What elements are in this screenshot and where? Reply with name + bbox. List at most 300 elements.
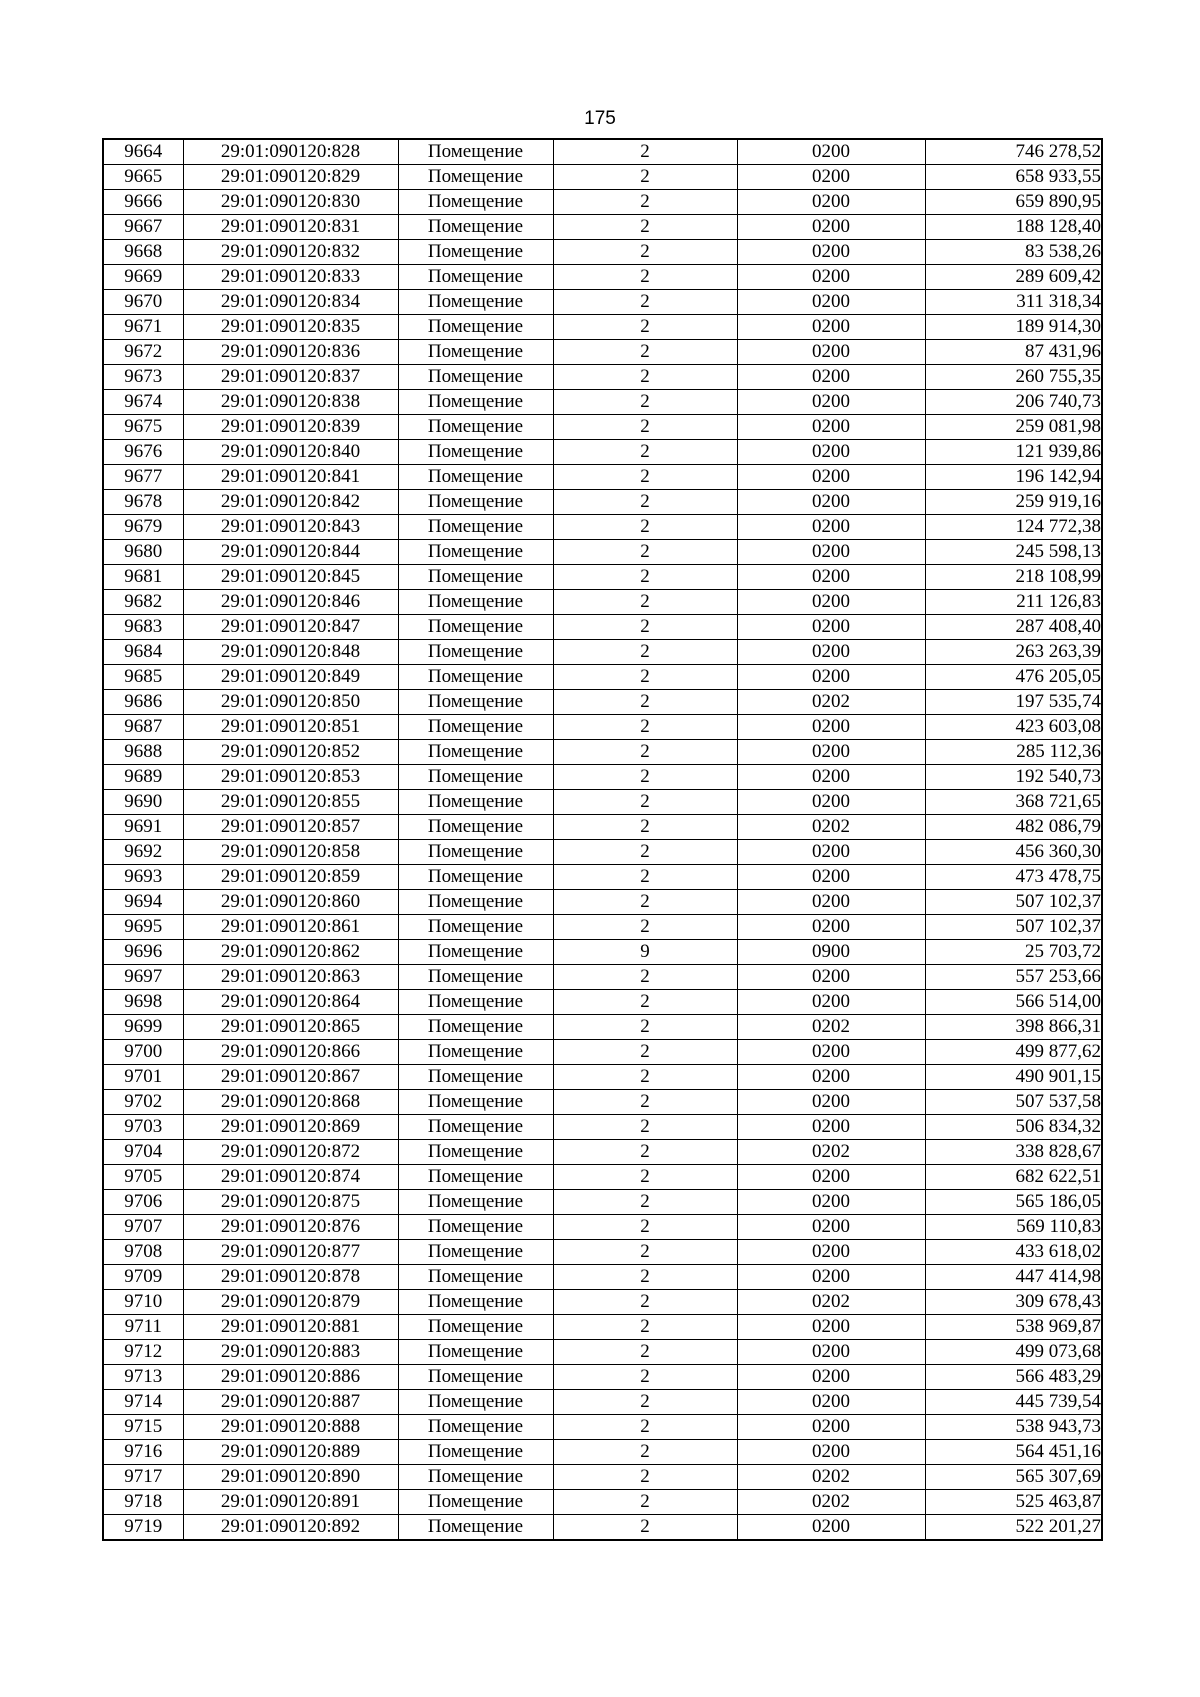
code-cell: 0200 xyxy=(737,1265,925,1290)
group-cell: 2 xyxy=(553,490,737,515)
cadastral-value-cell: 368 721,65 xyxy=(925,790,1102,815)
object-type-cell: Помещение xyxy=(398,615,553,640)
group-cell: 2 xyxy=(553,840,737,865)
cadastral-number-cell: 29:01:090120:844 xyxy=(183,540,398,565)
table-row xyxy=(103,1315,1102,1340)
object-type-cell: Помещение xyxy=(398,1490,553,1515)
code-cell: 0202 xyxy=(737,815,925,840)
cadastral-number-cell: 29:01:090120:869 xyxy=(183,1115,398,1140)
table-row xyxy=(103,1140,1102,1165)
group-cell: 2 xyxy=(553,1365,737,1390)
cadastral-value-cell: 218 108,99 xyxy=(925,565,1102,590)
group-cell: 2 xyxy=(553,815,737,840)
object-type-cell: Помещение xyxy=(398,1415,553,1440)
code-cell: 0202 xyxy=(737,1465,925,1490)
cadastral-number-cell: 29:01:090120:831 xyxy=(183,215,398,240)
row-number-cell: 9687 xyxy=(103,715,183,740)
code-cell: 0200 xyxy=(737,365,925,390)
cadastral-value-cell: 476 205,05 xyxy=(925,665,1102,690)
group-cell: 2 xyxy=(553,1015,737,1040)
group-cell: 2 xyxy=(553,1240,737,1265)
cadastral-value-cell: 338 828,67 xyxy=(925,1140,1102,1165)
cadastral-value-cell: 121 939,86 xyxy=(925,440,1102,465)
table-row xyxy=(103,715,1102,740)
table-row xyxy=(103,990,1102,1015)
code-cell: 0200 xyxy=(737,715,925,740)
group-cell: 2 xyxy=(553,440,737,465)
object-type-cell: Помещение xyxy=(398,515,553,540)
code-cell: 0200 xyxy=(737,1340,925,1365)
cadastral-value-cell: 398 866,31 xyxy=(925,1015,1102,1040)
cadastral-number-cell: 29:01:090120:835 xyxy=(183,315,398,340)
table-row xyxy=(103,290,1102,315)
code-cell: 0200 xyxy=(737,1215,925,1240)
code-cell: 0200 xyxy=(737,340,925,365)
code-cell: 0200 xyxy=(737,590,925,615)
code-cell: 0200 xyxy=(737,240,925,265)
object-type-cell: Помещение xyxy=(398,290,553,315)
cadastral-number-cell: 29:01:090120:892 xyxy=(183,1515,398,1541)
group-cell: 2 xyxy=(553,1340,737,1365)
cadastral-number-cell: 29:01:090120:850 xyxy=(183,690,398,715)
cadastral-value-cell: 423 603,08 xyxy=(925,715,1102,740)
cadastral-number-cell: 29:01:090120:865 xyxy=(183,1015,398,1040)
table-row xyxy=(103,165,1102,190)
cadastral-number-cell: 29:01:090120:853 xyxy=(183,765,398,790)
cadastral-number-cell: 29:01:090120:860 xyxy=(183,890,398,915)
code-cell: 0200 xyxy=(737,465,925,490)
object-type-cell: Помещение xyxy=(398,1015,553,1040)
cadastral-value-cell: 196 142,94 xyxy=(925,465,1102,490)
row-number-cell: 9700 xyxy=(103,1040,183,1065)
object-type-cell: Помещение xyxy=(398,265,553,290)
code-cell: 0200 xyxy=(737,165,925,190)
cadastral-number-cell: 29:01:090120:832 xyxy=(183,240,398,265)
cadastral-value-cell: 565 186,05 xyxy=(925,1190,1102,1215)
table-row xyxy=(103,965,1102,990)
row-number-cell: 9715 xyxy=(103,1415,183,1440)
table-row xyxy=(103,415,1102,440)
code-cell: 0200 xyxy=(737,515,925,540)
cadastral-number-cell: 29:01:090120:828 xyxy=(183,139,398,165)
row-number-cell: 9666 xyxy=(103,190,183,215)
object-type-cell: Помещение xyxy=(398,590,553,615)
group-cell: 2 xyxy=(553,340,737,365)
cadastral-number-cell: 29:01:090120:846 xyxy=(183,590,398,615)
object-type-cell: Помещение xyxy=(398,315,553,340)
cadastral-value-cell: 746 278,52 xyxy=(925,139,1102,165)
group-cell: 2 xyxy=(553,1440,737,1465)
group-cell: 2 xyxy=(553,790,737,815)
table-row xyxy=(103,815,1102,840)
code-cell: 0200 xyxy=(737,565,925,590)
table-row xyxy=(103,590,1102,615)
row-number-cell: 9671 xyxy=(103,315,183,340)
code-cell: 0200 xyxy=(737,615,925,640)
row-number-cell: 9703 xyxy=(103,1115,183,1140)
cadastral-number-cell: 29:01:090120:847 xyxy=(183,615,398,640)
cadastral-number-cell: 29:01:090120:875 xyxy=(183,1190,398,1215)
cadastral-value-cell: 499 073,68 xyxy=(925,1340,1102,1365)
row-number-cell: 9664 xyxy=(103,139,183,165)
row-number-cell: 9670 xyxy=(103,290,183,315)
group-cell: 2 xyxy=(553,1190,737,1215)
code-cell: 0200 xyxy=(737,965,925,990)
code-cell: 0202 xyxy=(737,690,925,715)
code-cell: 0200 xyxy=(737,315,925,340)
row-number-cell: 9713 xyxy=(103,1365,183,1390)
group-cell: 2 xyxy=(553,1040,737,1065)
row-number-cell: 9685 xyxy=(103,665,183,690)
cadastral-value-cell: 259 919,16 xyxy=(925,490,1102,515)
group-cell: 2 xyxy=(553,1465,737,1490)
group-cell: 2 xyxy=(553,1490,737,1515)
table-row xyxy=(103,1490,1102,1515)
table-row xyxy=(103,1115,1102,1140)
cadastral-value-cell: 506 834,32 xyxy=(925,1115,1102,1140)
table-row xyxy=(103,640,1102,665)
code-cell: 0200 xyxy=(737,740,925,765)
table-row xyxy=(103,390,1102,415)
table-row xyxy=(103,340,1102,365)
group-cell: 2 xyxy=(553,1290,737,1315)
cadastral-value-cell: 566 483,29 xyxy=(925,1365,1102,1390)
cadastral-number-cell: 29:01:090120:890 xyxy=(183,1465,398,1490)
table-row xyxy=(103,315,1102,340)
object-type-cell: Помещение xyxy=(398,690,553,715)
row-number-cell: 9716 xyxy=(103,1440,183,1465)
cadastral-number-cell: 29:01:090120:836 xyxy=(183,340,398,365)
group-cell: 2 xyxy=(553,565,737,590)
object-type-cell: Помещение xyxy=(398,1065,553,1090)
cadastral-value-cell: 456 360,30 xyxy=(925,840,1102,865)
cadastral-value-cell: 522 201,27 xyxy=(925,1515,1102,1541)
object-type-cell: Помещение xyxy=(398,190,553,215)
object-type-cell: Помещение xyxy=(398,1515,553,1541)
group-cell: 2 xyxy=(553,1140,737,1165)
code-cell: 0200 xyxy=(737,290,925,315)
table-row xyxy=(103,365,1102,390)
registry-table-body xyxy=(103,139,1102,1540)
cadastral-number-cell: 29:01:090120:841 xyxy=(183,465,398,490)
cadastral-number-cell: 29:01:090120:845 xyxy=(183,565,398,590)
row-number-cell: 9673 xyxy=(103,365,183,390)
table-row xyxy=(103,440,1102,465)
cadastral-value-cell: 263 263,39 xyxy=(925,640,1102,665)
code-cell: 0900 xyxy=(737,940,925,965)
cadastral-number-cell: 29:01:090120:872 xyxy=(183,1140,398,1165)
object-type-cell: Помещение xyxy=(398,965,553,990)
group-cell: 2 xyxy=(553,890,737,915)
table-row xyxy=(103,690,1102,715)
cadastral-value-cell: 433 618,02 xyxy=(925,1240,1102,1265)
row-number-cell: 9688 xyxy=(103,740,183,765)
object-type-cell: Помещение xyxy=(398,765,553,790)
group-cell: 2 xyxy=(553,1265,737,1290)
table-row xyxy=(103,1190,1102,1215)
table-row xyxy=(103,940,1102,965)
table-row xyxy=(103,1515,1102,1541)
row-number-cell: 9681 xyxy=(103,565,183,590)
cadastral-number-cell: 29:01:090120:881 xyxy=(183,1315,398,1340)
row-number-cell: 9686 xyxy=(103,690,183,715)
cadastral-number-cell: 29:01:090120:888 xyxy=(183,1415,398,1440)
table-row xyxy=(103,615,1102,640)
cadastral-value-cell: 659 890,95 xyxy=(925,190,1102,215)
group-cell: 2 xyxy=(553,740,737,765)
cadastral-number-cell: 29:01:090120:852 xyxy=(183,740,398,765)
object-type-cell: Помещение xyxy=(398,1090,553,1115)
object-type-cell: Помещение xyxy=(398,340,553,365)
object-type-cell: Помещение xyxy=(398,540,553,565)
table-row xyxy=(103,1265,1102,1290)
code-cell: 0202 xyxy=(737,1490,925,1515)
cadastral-number-cell: 29:01:090120:866 xyxy=(183,1040,398,1065)
group-cell: 2 xyxy=(553,1090,737,1115)
group-cell: 2 xyxy=(553,465,737,490)
cadastral-number-cell: 29:01:090120:857 xyxy=(183,815,398,840)
code-cell: 0202 xyxy=(737,1015,925,1040)
row-number-cell: 9714 xyxy=(103,1390,183,1415)
group-cell: 2 xyxy=(553,315,737,340)
group-cell: 2 xyxy=(553,865,737,890)
group-cell: 2 xyxy=(553,915,737,940)
group-cell: 2 xyxy=(553,1115,737,1140)
row-number-cell: 9676 xyxy=(103,440,183,465)
table-row xyxy=(103,890,1102,915)
cadastral-number-cell: 29:01:090120:862 xyxy=(183,940,398,965)
cadastral-value-cell: 285 112,36 xyxy=(925,740,1102,765)
cadastral-number-cell: 29:01:090120:829 xyxy=(183,165,398,190)
cadastral-value-cell: 507 102,37 xyxy=(925,915,1102,940)
code-cell: 0200 xyxy=(737,1115,925,1140)
object-type-cell: Помещение xyxy=(398,890,553,915)
row-number-cell: 9668 xyxy=(103,240,183,265)
cadastral-value-cell: 565 307,69 xyxy=(925,1465,1102,1490)
row-number-cell: 9712 xyxy=(103,1340,183,1365)
row-number-cell: 9691 xyxy=(103,815,183,840)
cadastral-number-cell: 29:01:090120:887 xyxy=(183,1390,398,1415)
cadastral-value-cell: 538 943,73 xyxy=(925,1415,1102,1440)
cadastral-number-cell: 29:01:090120:861 xyxy=(183,915,398,940)
object-type-cell: Помещение xyxy=(398,865,553,890)
row-number-cell: 9677 xyxy=(103,465,183,490)
cadastral-number-cell: 29:01:090120:891 xyxy=(183,1490,398,1515)
table-row xyxy=(103,1240,1102,1265)
cadastral-value-cell: 569 110,83 xyxy=(925,1215,1102,1240)
cadastral-value-cell: 211 126,83 xyxy=(925,590,1102,615)
group-cell: 2 xyxy=(553,290,737,315)
object-type-cell: Помещение xyxy=(398,240,553,265)
object-type-cell: Помещение xyxy=(398,465,553,490)
table-row xyxy=(103,139,1102,165)
group-cell: 2 xyxy=(553,1390,737,1415)
row-number-cell: 9682 xyxy=(103,590,183,615)
code-cell: 0200 xyxy=(737,1240,925,1265)
group-cell: 2 xyxy=(553,515,737,540)
cadastral-value-cell: 447 414,98 xyxy=(925,1265,1102,1290)
cadastral-value-cell: 507 537,58 xyxy=(925,1090,1102,1115)
code-cell: 0202 xyxy=(737,1290,925,1315)
object-type-cell: Помещение xyxy=(398,215,553,240)
code-cell: 0200 xyxy=(737,1090,925,1115)
cadastral-value-cell: 189 914,30 xyxy=(925,315,1102,340)
cadastral-registry-table xyxy=(102,138,1103,1541)
object-type-cell: Помещение xyxy=(398,1040,553,1065)
row-number-cell: 9669 xyxy=(103,265,183,290)
cadastral-value-cell: 538 969,87 xyxy=(925,1315,1102,1340)
table-row xyxy=(103,915,1102,940)
object-type-cell: Помещение xyxy=(398,1115,553,1140)
cadastral-value-cell: 499 877,62 xyxy=(925,1040,1102,1065)
cadastral-value-cell: 482 086,79 xyxy=(925,815,1102,840)
cadastral-number-cell: 29:01:090120:868 xyxy=(183,1090,398,1115)
group-cell: 2 xyxy=(553,615,737,640)
cadastral-number-cell: 29:01:090120:848 xyxy=(183,640,398,665)
group-cell: 2 xyxy=(553,540,737,565)
row-number-cell: 9693 xyxy=(103,865,183,890)
table-row xyxy=(103,1290,1102,1315)
table-row xyxy=(103,1465,1102,1490)
table-row xyxy=(103,215,1102,240)
row-number-cell: 9692 xyxy=(103,840,183,865)
code-cell: 0200 xyxy=(737,190,925,215)
code-cell: 0200 xyxy=(737,415,925,440)
table-row xyxy=(103,565,1102,590)
group-cell: 2 xyxy=(553,1515,737,1541)
row-number-cell: 9719 xyxy=(103,1515,183,1541)
group-cell: 2 xyxy=(553,265,737,290)
code-cell: 0200 xyxy=(737,440,925,465)
row-number-cell: 9717 xyxy=(103,1465,183,1490)
group-cell: 2 xyxy=(553,590,737,615)
code-cell: 0200 xyxy=(737,1065,925,1090)
cadastral-number-cell: 29:01:090120:876 xyxy=(183,1215,398,1240)
object-type-cell: Помещение xyxy=(398,990,553,1015)
code-cell: 0200 xyxy=(737,1165,925,1190)
object-type-cell: Помещение xyxy=(398,1140,553,1165)
code-cell: 0200 xyxy=(737,265,925,290)
object-type-cell: Помещение xyxy=(398,1315,553,1340)
cadastral-value-cell: 658 933,55 xyxy=(925,165,1102,190)
row-number-cell: 9665 xyxy=(103,165,183,190)
row-number-cell: 9679 xyxy=(103,515,183,540)
group-cell: 2 xyxy=(553,365,737,390)
cadastral-number-cell: 29:01:090120:837 xyxy=(183,365,398,390)
code-cell: 0202 xyxy=(737,1140,925,1165)
cadastral-value-cell: 87 431,96 xyxy=(925,340,1102,365)
cadastral-number-cell: 29:01:090120:838 xyxy=(183,390,398,415)
object-type-cell: Помещение xyxy=(398,815,553,840)
object-type-cell: Помещение xyxy=(398,715,553,740)
table-row xyxy=(103,490,1102,515)
cadastral-number-cell: 29:01:090120:863 xyxy=(183,965,398,990)
code-cell: 0200 xyxy=(737,1415,925,1440)
table-row xyxy=(103,1415,1102,1440)
object-type-cell: Помещение xyxy=(398,1465,553,1490)
table-row xyxy=(103,865,1102,890)
row-number-cell: 9697 xyxy=(103,965,183,990)
row-number-cell: 9675 xyxy=(103,415,183,440)
code-cell: 0200 xyxy=(737,139,925,165)
row-number-cell: 9708 xyxy=(103,1240,183,1265)
object-type-cell: Помещение xyxy=(398,139,553,165)
object-type-cell: Помещение xyxy=(398,1365,553,1390)
group-cell: 2 xyxy=(553,1065,737,1090)
row-number-cell: 9706 xyxy=(103,1190,183,1215)
cadastral-value-cell: 473 478,75 xyxy=(925,865,1102,890)
cadastral-value-cell: 83 538,26 xyxy=(925,240,1102,265)
code-cell: 0200 xyxy=(737,890,925,915)
page-number: 175 xyxy=(584,108,616,129)
code-cell: 0200 xyxy=(737,490,925,515)
cadastral-value-cell: 25 703,72 xyxy=(925,940,1102,965)
cadastral-value-cell: 287 408,40 xyxy=(925,615,1102,640)
object-type-cell: Помещение xyxy=(398,640,553,665)
code-cell: 0200 xyxy=(737,1040,925,1065)
group-cell: 2 xyxy=(553,690,737,715)
table-row xyxy=(103,465,1102,490)
code-cell: 0200 xyxy=(737,1515,925,1541)
cadastral-value-cell: 260 755,35 xyxy=(925,365,1102,390)
object-type-cell: Помещение xyxy=(398,1190,553,1215)
object-type-cell: Помещение xyxy=(398,1215,553,1240)
group-cell: 2 xyxy=(553,1165,737,1190)
cadastral-value-cell: 445 739,54 xyxy=(925,1390,1102,1415)
object-type-cell: Помещение xyxy=(398,1340,553,1365)
cadastral-number-cell: 29:01:090120:889 xyxy=(183,1440,398,1465)
cadastral-number-cell: 29:01:090120:879 xyxy=(183,1290,398,1315)
cadastral-value-cell: 245 598,13 xyxy=(925,540,1102,565)
row-number-cell: 9701 xyxy=(103,1065,183,1090)
object-type-cell: Помещение xyxy=(398,1290,553,1315)
cadastral-value-cell: 564 451,16 xyxy=(925,1440,1102,1465)
row-number-cell: 9699 xyxy=(103,1015,183,1040)
cadastral-number-cell: 29:01:090120:874 xyxy=(183,1165,398,1190)
group-cell: 2 xyxy=(553,965,737,990)
object-type-cell: Помещение xyxy=(398,915,553,940)
object-type-cell: Помещение xyxy=(398,565,553,590)
object-type-cell: Помещение xyxy=(398,440,553,465)
cadastral-value-cell: 197 535,74 xyxy=(925,690,1102,715)
object-type-cell: Помещение xyxy=(398,840,553,865)
code-cell: 0200 xyxy=(737,390,925,415)
table-row xyxy=(103,515,1102,540)
object-type-cell: Помещение xyxy=(398,1390,553,1415)
row-number-cell: 9680 xyxy=(103,540,183,565)
row-number-cell: 9707 xyxy=(103,1215,183,1240)
group-cell: 2 xyxy=(553,1215,737,1240)
row-number-cell: 9678 xyxy=(103,490,183,515)
row-number-cell: 9672 xyxy=(103,340,183,365)
cadastral-number-cell: 29:01:090120:883 xyxy=(183,1340,398,1365)
cadastral-value-cell: 311 318,34 xyxy=(925,290,1102,315)
group-cell: 2 xyxy=(553,665,737,690)
cadastral-value-cell: 259 081,98 xyxy=(925,415,1102,440)
object-type-cell: Помещение xyxy=(398,940,553,965)
object-type-cell: Помещение xyxy=(398,1240,553,1265)
group-cell: 2 xyxy=(553,190,737,215)
group-cell: 2 xyxy=(553,240,737,265)
cadastral-value-cell: 206 740,73 xyxy=(925,390,1102,415)
object-type-cell: Помещение xyxy=(398,490,553,515)
object-type-cell: Помещение xyxy=(398,665,553,690)
row-number-cell: 9709 xyxy=(103,1265,183,1290)
group-cell: 2 xyxy=(553,165,737,190)
code-cell: 0200 xyxy=(737,1190,925,1215)
cadastral-number-cell: 29:01:090120:867 xyxy=(183,1065,398,1090)
cadastral-value-cell: 289 609,42 xyxy=(925,265,1102,290)
